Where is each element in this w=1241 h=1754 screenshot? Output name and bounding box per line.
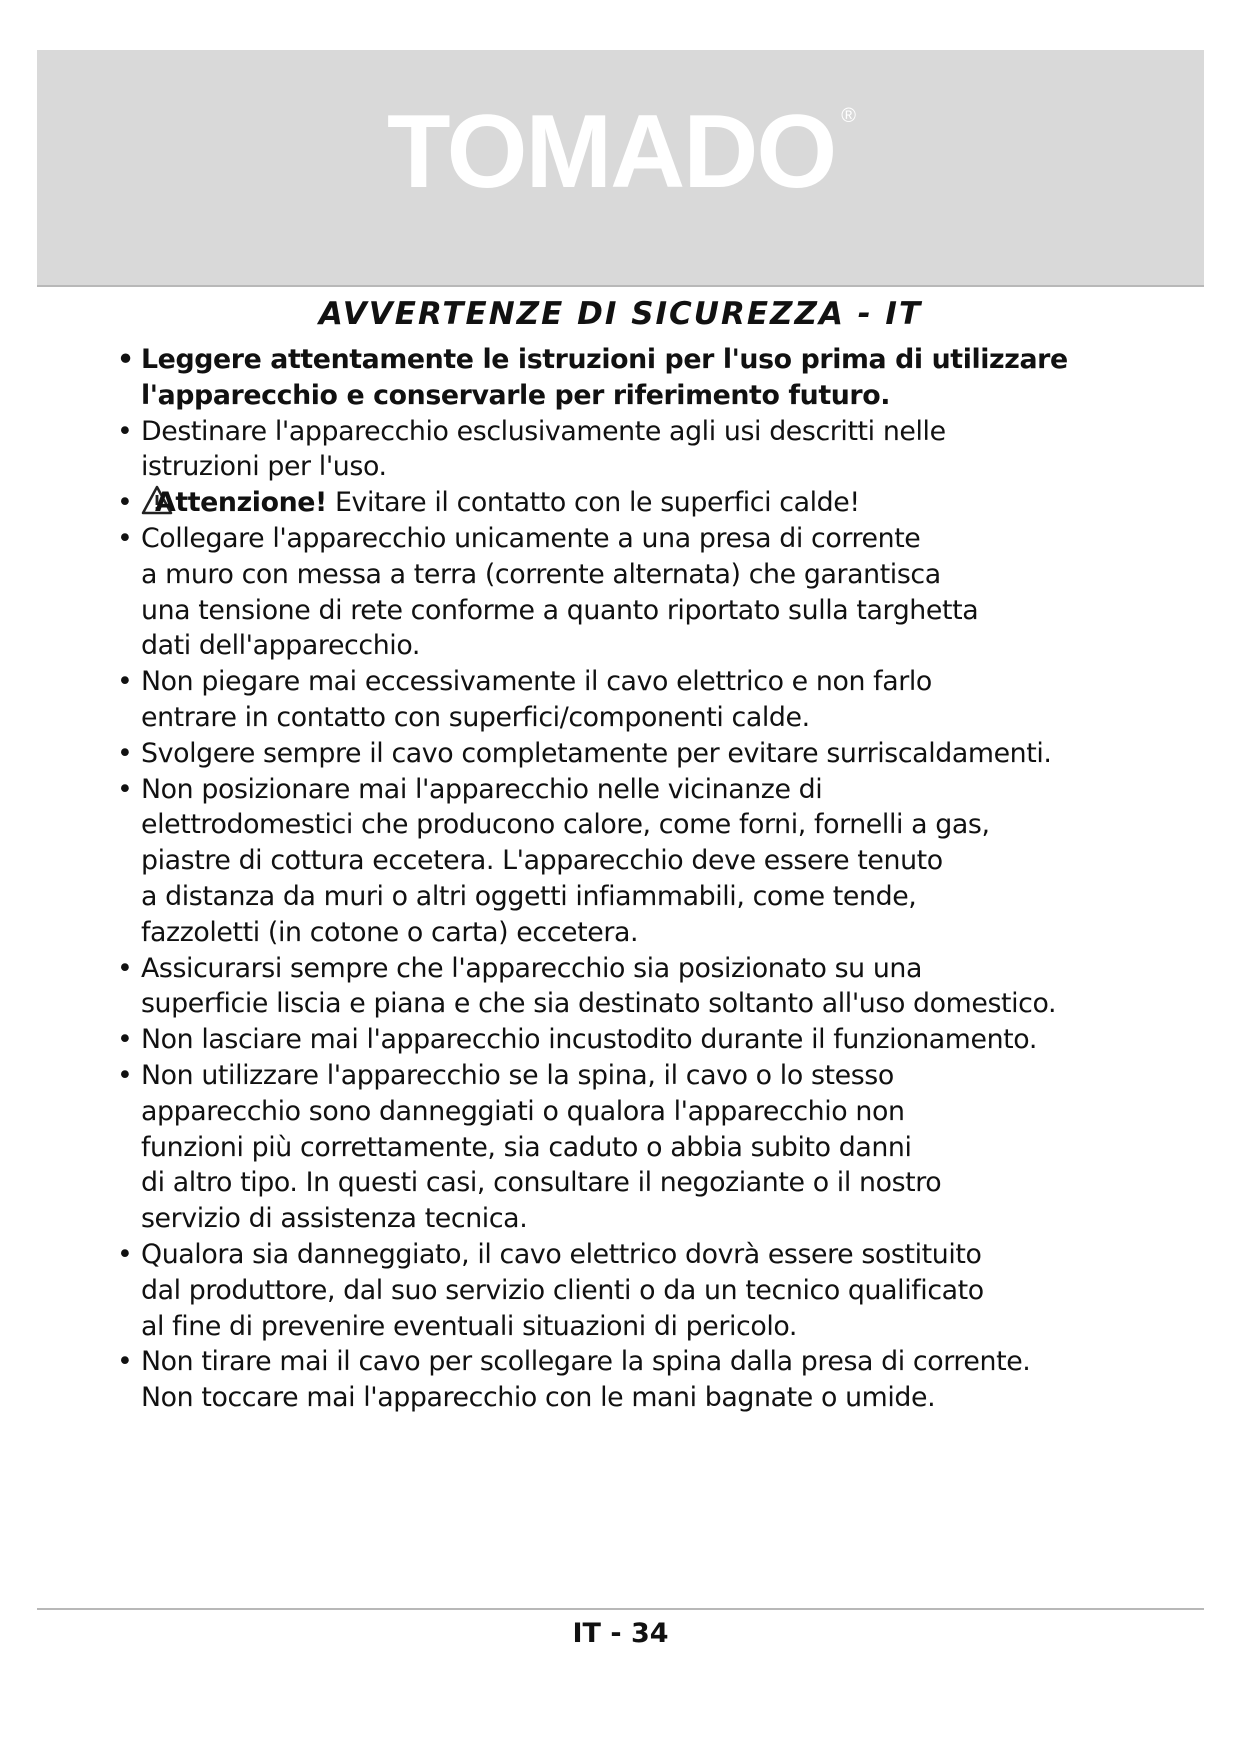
warning-line: dati dell'apparecchio. [141,630,420,662]
warning-line: a muro con messa a terra (corrente alternata) che garantisca [141,558,941,590]
warning-line: servizio di assistenza tecnica. [141,1203,528,1235]
warning-line: • Qualora sia danneggiato, il cavo elettrico dovrà essere sostituito [141,1238,982,1270]
warning-line: • Non posizionare mai l'apparecchio nelle vicinanze di [141,773,823,805]
warning-line: • Non utilizzare l'apparecchio se la spina, il cavo o lo stesso [141,1059,894,1091]
warning-item [117,664,1137,736]
warning-item [117,1237,1137,1344]
warning-item [117,951,1137,1023]
header-band [37,50,1204,287]
warning-line: l'apparecchio e conservarle per riferimento futuro. [141,379,891,411]
warning-item [117,521,1137,664]
warning-line: • Collegare l'apparecchio unicamente a una presa di corrente [141,522,921,554]
warning-line [141,485,1137,521]
warning-line: una tensione di rete conforme a quanto riportato sulla targhetta [141,594,979,626]
warning-item [117,736,1137,772]
attention-label: Attenzione! [155,487,327,519]
warning-line: • Non piegare mai eccessivamente il cavo elettrico e non farlo [141,666,932,698]
warning-line: superficie liscia e piana e che sia destinato soltanto all'uso domestico. [141,988,1057,1020]
warning-line: Non toccare mai l'apparecchio con le mani bagnate o umide. [141,1382,936,1414]
warning-line: fazzoletti (in cotone o carta) eccetera. [141,916,639,948]
warning-line: funzioni più correttamente, sia caduto o abbia subito danni [141,1131,912,1163]
warning-line: • Assicurarsi sempre che l'apparecchio sia posizionato su una [141,952,923,984]
warning-line: elettrodomestici che producono calore, come forni, fornelli a gas, [141,809,990,841]
warning-item [117,1022,1137,1058]
warning-line: • Non tirare mai il cavo per scollegare la spina dalla presa di corrente. [141,1346,1031,1378]
warning-line: entrare in contatto con superfici/componenti calde. [141,701,810,733]
warning-line: • Svolgere sempre il cavo completamente per evitare surriscaldamenti. [141,737,1052,769]
registered-mark: ® [841,105,855,127]
warning-line: apparecchio sono danneggiati o qualora l'apparecchio non [141,1095,905,1127]
warning-line: di altro tipo. In questi casi, consultare il negoziante o il nostro [141,1167,942,1199]
warning-line: al fine di prevenire eventuali situazioni di pericolo. [141,1310,798,1342]
warning-item-attention [117,485,1137,521]
brand-name: TOMADO [386,94,836,210]
warning-line: dal produttore, dal suo servizio clienti o da un tecnico qualificato [141,1274,984,1306]
warning-item [117,342,1137,414]
warning-item [117,1058,1137,1237]
warning-line: • Leggere attentamente le istruzioni per l'uso prima di utilizzare [141,344,1068,375]
warning-item [117,772,1137,951]
warning-item [117,414,1137,486]
safety-warnings-list [117,342,1137,1416]
attention-text: Evitare il contatto con le superfici calde! [326,487,860,519]
warning-line: istruzioni per l'uso. [141,451,387,483]
warning-line: piastre di cottura eccetera. L'apparecchio deve essere tenuto [141,845,943,877]
warning-line: • Destinare l'apparecchio esclusivamente agli usi descritti nelle [141,415,946,447]
page-number: IT - 34 [572,1618,669,1649]
section-title: AVVERTENZE DI SICUREZZA - IT [318,296,923,332]
footer-divider [37,1608,1204,1610]
warning-line: a distanza da muri o altri oggetti infiammabili, come tende, [141,880,917,912]
warning-line: • Non lasciare mai l'apparecchio incustodito durante il funzionamento. [141,1024,1037,1056]
warning-item [117,1344,1137,1416]
brand-logo [37,94,1204,210]
